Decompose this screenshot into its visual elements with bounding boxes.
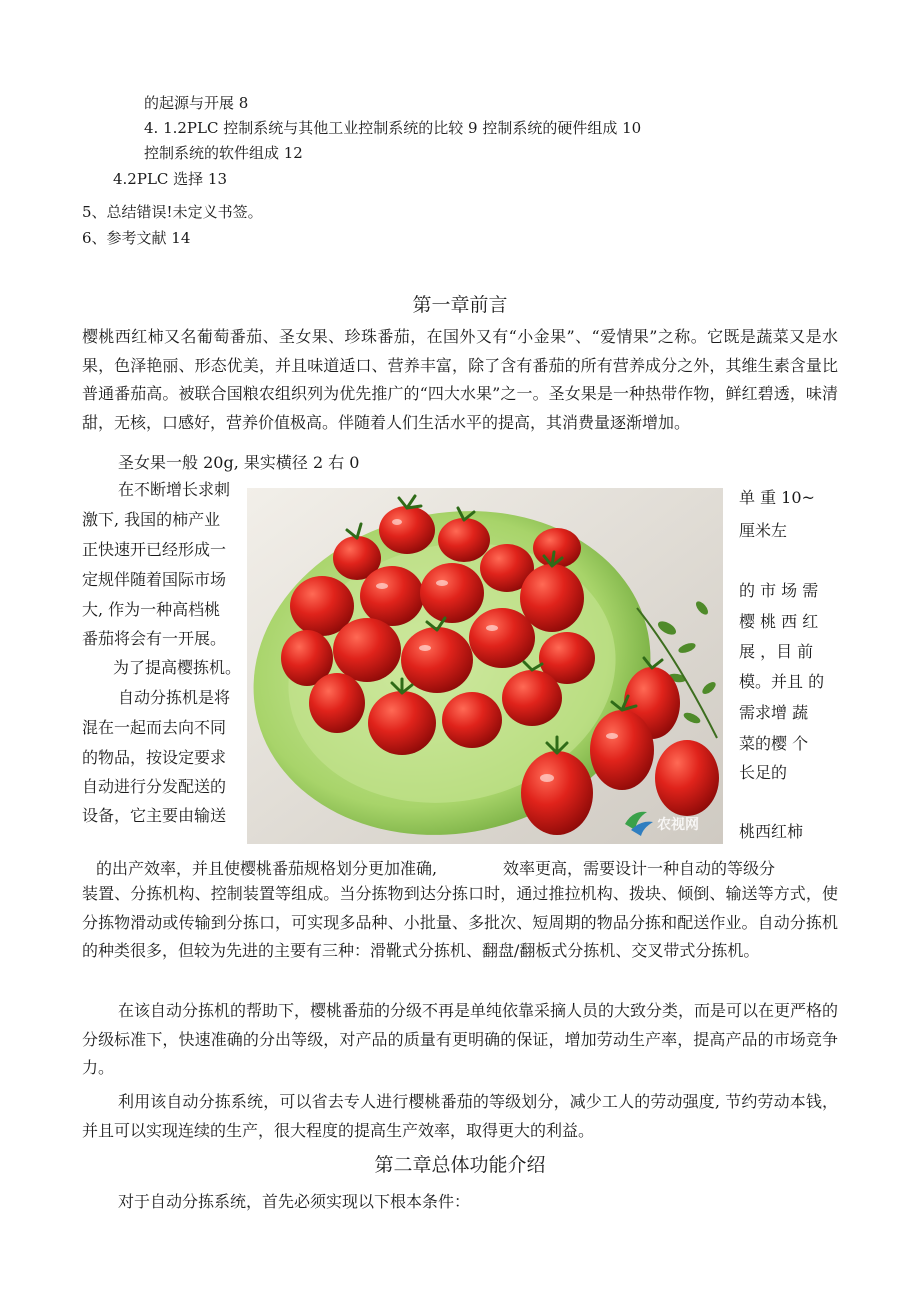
paragraph: 装置、分拣机构、控制装置等组成。当分拣物到达分拣口时，通过推拉机构、拨块、倾倒、输送等方式，使分拣物滑动或传输到分拣口，可实现多品种、小批量、多批次、短周期的物品分拣和配送作业。自动分拣机的种类很多，但较为先进的主要有三种：滑靴式分拣机、翻盘/翻板式分拣机、交叉带式分拣机。 [82, 884, 838, 960]
paragraph: 对于自动分拣系统，首先必须实现以下根本条件： [118, 1192, 471, 1211]
wrapped-text-line: 激下, 我国的柿产业 [82, 510, 221, 529]
paragraph: 在该自动分拣机的帮助下，樱桃番茄的分级不再是单纯依靠采摘人员的大致分类，而是可以在更严格的分级标准下，快速准确的分出等级，对产品的质量有更明确的保证，增加劳动生产率，提高产品的市场竞争力。 [82, 1001, 839, 1077]
wrapped-text-line: 樱 桃 西 红 [739, 612, 819, 631]
wrapped-text-line: 菜的樱 个 [739, 734, 809, 753]
wrapped-text-line: 自动进行分发配送的 [82, 777, 227, 796]
wrapped-text-line: 为了提高樱拣机。 [113, 658, 242, 677]
wrapped-text-line: 在不断增长求刺 [118, 480, 231, 499]
paragraph: 利用该自动分拣系统，可以省去专人进行樱桃番茄的等级划分，减少工人的劳动强度, 节约劳动本钱，并且可以实现连续的生产，很大程度的提高生产效率，取得更大的利益。 [82, 1092, 838, 1140]
wrapped-text-line: 混在一起而去向不同 [82, 718, 227, 737]
wrapped-text-line: 模。并且 的 [739, 672, 825, 691]
cherry-tomato-photo [247, 488, 723, 844]
wrapped-text-line: 设备，它主要由输送 [82, 806, 227, 825]
toc-line: 的起源与开展 8 [144, 94, 249, 112]
wrapped-text-line: 长足的 [739, 763, 788, 782]
paragraph: 圣女果一般 20g, 果实横径 2 右 0 [118, 453, 360, 472]
chapter-title: 第二章总体功能介绍 [374, 1154, 546, 1176]
wrapped-text-line: 正快速开已经形成一 [82, 540, 227, 559]
wrapped-text-line: 单 重 10~ [739, 488, 815, 507]
wrapped-text-line: 番茄将会有一开展。 [82, 629, 227, 648]
toc-line: 控制系统的软件组成 12 [144, 144, 303, 162]
wrapped-text-line: 大, 作为一种高档桃 [82, 600, 221, 619]
wrapped-text-line: 厘米左 [739, 521, 788, 540]
toc-line: 4. 1.2PLC 控制系统与其他工业控制系统的比较 9 控制系统的硬件组成 10 [144, 119, 642, 137]
wrapped-text-line: 的物品，按设定要求 [82, 748, 227, 767]
chapter-title: 第一章前言 [412, 294, 508, 316]
text-line: 效率更高，需要设计一种自动的等级分 [503, 859, 776, 878]
toc-line: 4.2PLC 选择 13 [113, 170, 228, 188]
paragraph: 樱桃西红柿又名葡萄番茄、圣女果、珍珠番茄，在国外又有“小金果”、“爱情果”之称。它既是蔬菜又是水果，色泽艳丽、形态优美，并且味道适口、营养丰富，除了含有番茄的所有营养成分之外，其维生素含量比普通番茄高。被联合国粮农组织列为优先推广的“四大水果”之一。圣女果是一种热带作物，鲜红碧透，味清甜，无核，口感好，营养价值极高。伴随着人们生活水平的提高，其消费量逐渐增加。 [82, 327, 838, 432]
wrapped-text-line: 的 市 场 需 [739, 581, 819, 600]
wrapped-text-line: 需求增 蔬 [739, 703, 809, 722]
wrapped-text-line: 桃西红柿 [739, 822, 804, 841]
wrapped-text-line: 展 ，目 前 [739, 642, 814, 661]
toc-line: 6、参考文献 14 [82, 229, 191, 247]
wrapped-text-line: 定规伴随着国际市场 [82, 570, 227, 589]
text-line: 的出产效率，并且使樱桃番茄规格划分更加准确, [96, 859, 438, 878]
toc-line: 5、总结错误!未定义书签。 [82, 203, 263, 221]
image-watermark: 农视网 [657, 817, 699, 833]
wrapped-text-line: 自动分拣机是将 [118, 688, 231, 707]
